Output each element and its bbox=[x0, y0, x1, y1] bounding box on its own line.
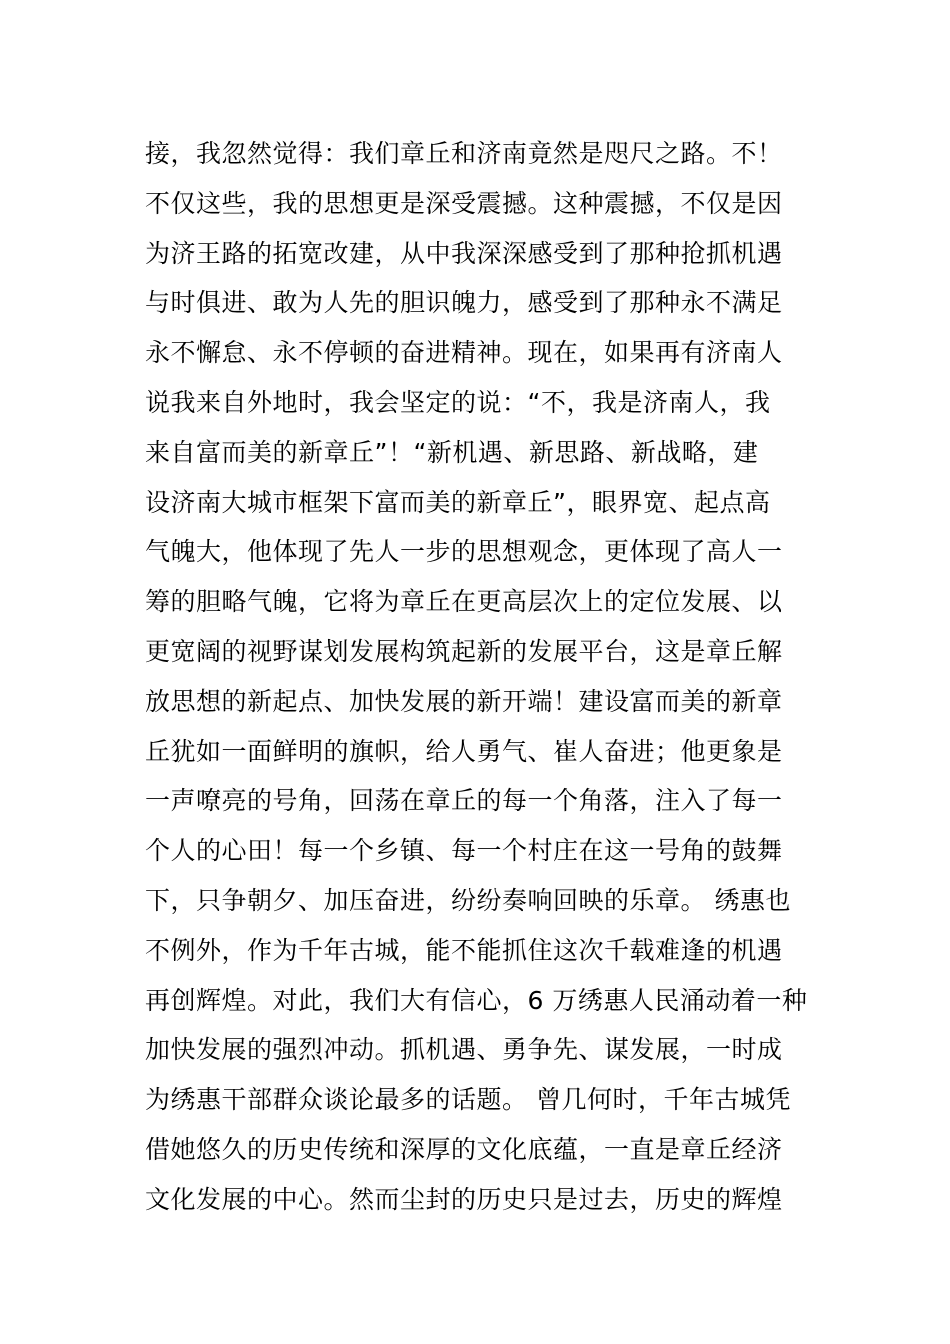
text-line: 更宽阔的视野谋划发展构筑起新的发展平台，这是章丘解 bbox=[145, 636, 783, 666]
text-line: 借她悠久的历史传统和深厚的文化底蕴，一直是章丘经济 bbox=[145, 1134, 783, 1164]
text-line: 一声嘹亮的号角，回荡在章丘的每一个角落，注入了每一 bbox=[145, 786, 783, 816]
text-line: 设济南大城市框架下富而美的新章丘”，眼界宽、起点高 bbox=[145, 487, 771, 517]
text-line: 接，我忽然觉得：我们章丘和济南竟然是咫尺之路。不！ bbox=[145, 139, 783, 168]
text-line: 个人的心田！每一个乡镇、每一个村庄在这一号角的鼓舞 bbox=[145, 836, 783, 866]
text-line: 下，只争朝夕、加压奋进，纷纷奏响回映的乐章。 绣惠也 bbox=[145, 885, 791, 915]
text-line: 气魄大，他体现了先人一步的思想观念，更体现了高人一 bbox=[145, 537, 783, 567]
text-line: 与时俱进、敢为人先的胆识魄力，感受到了那种永不满足 bbox=[145, 288, 783, 318]
text-line: 丘犹如一面鲜明的旗帜，给人勇气、崔人奋进；他更象是 bbox=[145, 736, 783, 766]
text-line: 筹的胆略气魄，它将为章丘在更高层次上的定位发展、以 bbox=[145, 587, 783, 617]
text-line: 永不懈怠、永不停顿的奋进精神。现在，如果再有济南人 bbox=[145, 338, 783, 368]
text-line: 加快发展的强烈冲动。抓机遇、勇争先、谋发展，一时成 bbox=[145, 1035, 783, 1065]
body-text bbox=[145, 129, 815, 1225]
text-line: 再创辉煌。对此，我们大有信心，6 万绣惠人民涌动着一种 bbox=[145, 985, 808, 1015]
text-line: 为济王路的拓宽改建，从中我深深感受到了那种抢抓机遇 bbox=[145, 238, 783, 268]
text-line: 来自富而美的新章丘”！“新机遇、新思路、新战略，建 bbox=[145, 437, 759, 467]
text-line: 放思想的新起点、加快发展的新开端！建设富而美的新章 bbox=[145, 686, 783, 716]
text-line: 为绣惠干部群众谈论最多的话题。 曾几何时，千年古城凭 bbox=[145, 1085, 791, 1115]
text-line: 不仅这些，我的思想更是深受震撼。这种震撼，不仅是因 bbox=[145, 188, 783, 218]
text-line: 不例外，作为千年古城，能不能抓住这次千载难逢的机遇 bbox=[145, 935, 783, 965]
text-line: 文化发展的中心。然而尘封的历史只是过去，历史的辉煌 bbox=[145, 1184, 783, 1214]
text-line: 说我来自外地时，我会坚定的说：“不，我是济南人，我 bbox=[145, 387, 771, 417]
